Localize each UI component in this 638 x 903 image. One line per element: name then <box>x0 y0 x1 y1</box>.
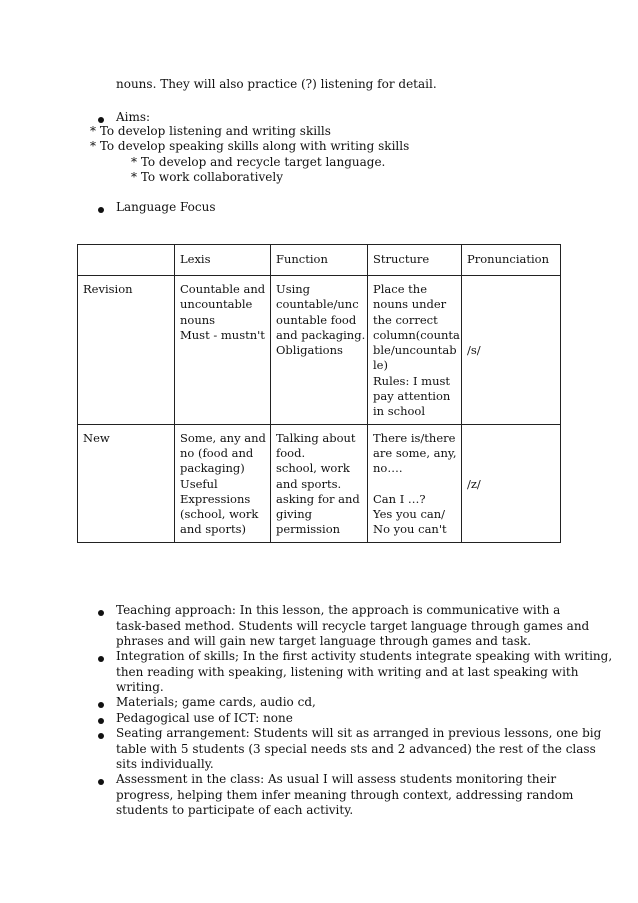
cell-line: Obligations <box>276 343 343 358</box>
cell-line: There is/there <box>373 430 456 445</box>
paragraph-line: table with 5 students (3 special needs sts and 2 advanced) the rest of the class <box>116 741 596 756</box>
aims-item: * To develop speaking skills along with writing skills <box>90 139 410 153</box>
cell-line: Can I …? <box>373 491 426 506</box>
function-cell <box>271 424 368 542</box>
cell-line: Some, any and <box>180 430 266 445</box>
cell-line: (school, work <box>180 507 259 522</box>
cell-line: giving <box>276 507 312 522</box>
paragraph-line: Pedagogical use of ICT: none <box>116 711 293 725</box>
bullet-icon <box>98 207 104 213</box>
bullet-icon <box>98 718 104 724</box>
seating-arrangement-paragraph <box>116 726 602 773</box>
bullet-icon <box>98 610 104 616</box>
language-focus-heading: Language Focus <box>116 200 216 214</box>
cell-line: are some, any, <box>373 445 457 460</box>
paragraph-line: Assessment in the class: As usual I will assess students monitoring their <box>116 772 557 786</box>
cell-line <box>373 477 456 492</box>
paragraph-line: then reading with speaking, listening with writing and at last speaking with <box>116 664 579 679</box>
aims-item: * To develop listening and writing skills <box>90 124 331 138</box>
bullet-icon <box>98 733 104 739</box>
cell-line: in school <box>373 404 426 419</box>
cell-line: uncountable <box>180 297 253 312</box>
table-header-cell: Pronunciation <box>462 245 561 276</box>
paragraph-line: Seating arrangement: Students will sit as arranged in previous lessons, one big <box>116 726 602 740</box>
table-header-cell: Structure <box>368 245 462 276</box>
bullet-icon <box>98 656 104 662</box>
cell-line: nouns <box>180 312 216 327</box>
cell-line: Useful <box>180 476 218 491</box>
cell-line: no…. <box>373 461 403 476</box>
table-header-cell: Lexis <box>175 245 271 276</box>
cell-line: Yes you can/ <box>373 507 446 522</box>
cell-line: and packaging. <box>276 327 366 342</box>
table-row <box>78 424 561 542</box>
cell-line: ble/uncountab <box>373 343 457 358</box>
cell-line: ountable food <box>276 312 357 327</box>
aims-sub-item: * To develop and recycle target language. <box>131 155 386 169</box>
cell-line: asking for and <box>276 491 360 506</box>
aims-heading: Aims: <box>116 110 151 124</box>
function-cell <box>271 276 368 425</box>
paragraph-line: phrases and will gain new target language through games and task. <box>116 634 532 648</box>
cell-line: column(counta <box>373 327 460 342</box>
table-header-cell: Function <box>271 245 368 276</box>
table-header-row <box>78 245 561 276</box>
cell-line: the correct <box>373 312 438 327</box>
teaching-approach-paragraph <box>116 603 590 650</box>
ict-paragraph <box>116 711 560 727</box>
paragraph-line: Integration of skills; In the first activity students integrate speaking with writing, <box>116 649 613 663</box>
row-label: New <box>78 424 175 542</box>
language-focus-table <box>77 244 561 543</box>
pronunciation-cell: /z/ <box>462 424 561 542</box>
cell-line: food. <box>276 445 306 460</box>
cell-line: Talking about <box>276 430 356 445</box>
aims-sub-item: * To work collaboratively <box>131 170 283 184</box>
cell-line: Using <box>276 282 311 296</box>
cell-line: Rules: I must <box>373 373 451 388</box>
paragraph-line: writing. <box>116 680 164 694</box>
lexis-cell <box>175 276 271 425</box>
paragraph-line: Teaching approach: In this lesson, the approach is communicative with a <box>116 603 561 617</box>
structure-cell <box>368 424 462 542</box>
paragraph-line: progress, helping them infer meaning through context, addressing random <box>116 787 574 802</box>
cell-line: permission <box>276 522 341 537</box>
cell-line: nouns under <box>373 297 447 312</box>
pronunciation-cell: /s/ <box>462 276 561 425</box>
integration-of-skills-paragraph <box>116 649 613 696</box>
cell-line: Countable and <box>180 282 266 296</box>
cell-line: Expressions <box>180 491 251 506</box>
assessment-paragraph <box>116 772 574 819</box>
cell-line: countable/unc <box>276 297 359 312</box>
row-label: Revision <box>78 276 175 425</box>
cell-line: packaging) <box>180 461 245 476</box>
cell-line: No you can't <box>373 522 447 537</box>
bullet-icon <box>98 117 104 123</box>
cell-line: Must - mustn't <box>180 327 265 342</box>
paragraph-line: students to participate of each activity. <box>116 803 354 817</box>
lexis-cell <box>175 424 271 542</box>
intro-line: nouns. They will also practice (?) listening for detail. <box>116 77 437 91</box>
cell-line: school, work <box>276 461 350 476</box>
paragraph-line: task-based method. Students will recycle target language through games and <box>116 618 590 633</box>
cell-line: le) <box>373 358 388 373</box>
bullet-icon <box>98 702 104 708</box>
materials-paragraph <box>116 695 560 711</box>
structure-cell <box>368 276 462 425</box>
cell-line: pay attention <box>373 389 451 404</box>
paragraph-line: Materials; game cards, audio cd, <box>116 695 316 709</box>
bullet-icon <box>98 779 104 785</box>
cell-line: and sports. <box>276 476 342 491</box>
cell-line: and sports) <box>180 522 246 537</box>
paragraph-line: sits individually. <box>116 757 214 771</box>
cell-line: no (food and <box>180 445 254 460</box>
cell-line: Place the <box>373 282 428 296</box>
table-row <box>78 276 561 425</box>
table-header-cell <box>78 245 175 276</box>
